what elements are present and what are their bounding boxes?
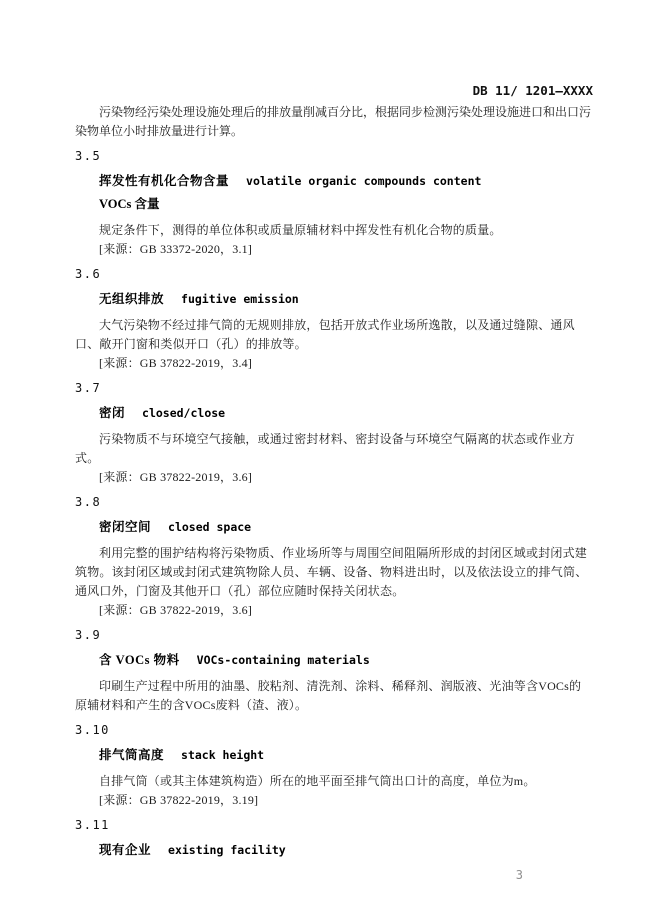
source-reference: [来源：GB 37822-2019，3.6] — [99, 603, 253, 617]
section-3-8 — [75, 493, 593, 620]
term-chinese: 挥发性有机化合物含量 — [99, 174, 230, 188]
term-english: closed space — [168, 520, 252, 534]
term-line — [75, 404, 593, 423]
term-english: VOCs-containing materials — [196, 653, 370, 667]
term-chinese: 密闭 — [99, 406, 126, 420]
section-3-6 — [75, 265, 593, 373]
section-3-9 — [75, 626, 593, 715]
source-reference: [来源：GB 33372-2020，3.1] — [99, 242, 253, 256]
section-3-5 — [75, 147, 593, 259]
section-3-11 — [75, 816, 593, 860]
definition-text: 污染物质不与环境空气接触，或通过密封材料、密封设备与环境空气隔离的状态或作业方式。 — [75, 432, 575, 465]
definition-text: 大气污染物不经过排气筒的无规则排放，包括开放式作业场所逸散，以及通过缝隙、通风口、敞开门窗和类似开口（孔）的排放等。 — [75, 318, 575, 351]
term-english: existing facility — [168, 843, 286, 857]
definition-text: 自排气筒（或其主体建筑构造）所在的地平面至排气筒出口计的高度，单位为m。 — [99, 774, 536, 788]
source-reference: [来源：GB 37822-2019，3.4] — [99, 356, 253, 370]
term-chinese: 无组织排放 — [99, 292, 165, 306]
section-number: 3.11 — [75, 818, 110, 832]
section-number: 3.9 — [75, 628, 102, 642]
section-number: 3.8 — [75, 495, 102, 509]
term-line — [75, 172, 593, 191]
section-number: 3.6 — [75, 267, 102, 281]
standard-number-header: DB 11/ 1201—XXXX — [472, 83, 593, 98]
source-reference: [来源：GB 37822-2019，3.19] — [99, 793, 259, 807]
definition-text: 印刷生产过程中所用的油墨、胶粘剂、清洗剂、涂料、稀释剂、润版液、光油等含VOCs的原辅材料和产生的含VOCs废料（渣、液）。 — [75, 679, 582, 712]
term-chinese: 现有企业 — [99, 843, 152, 857]
term-english: volatile organic compounds content — [246, 174, 482, 188]
term-line — [75, 651, 593, 670]
definition-text: 利用完整的围护结构将污染物质、作业场所等与周围空间阻隔所形成的封闭区域或封闭式建筑物。该封闭区域或封闭式建筑物除人员、车辆、设备、物料进出时，以及依法设立的排气筒、通风口外，门窗及其他开口（孔）部位应随时保持关闭状态。 — [75, 546, 588, 598]
definition-text: 规定条件下，测得的单位体积或质量原辅材料中挥发性有机化合物的质量。 — [99, 223, 502, 237]
term-line — [75, 841, 593, 860]
section-number: 3.7 — [75, 381, 102, 395]
section-number: 3.10 — [75, 723, 110, 737]
term-line — [75, 290, 593, 309]
intro-paragraph: 污染物经污染处理设施处理后的排放量削减百分比，根据同步检测污染处理设施进口和出口污染物单位小时排放量进行计算。 — [75, 105, 592, 138]
term-chinese: 含 VOCs 物料 — [99, 653, 180, 667]
term-line — [75, 746, 593, 765]
term-chinese: 排气筒高度 — [99, 748, 165, 762]
section-3-10 — [75, 721, 593, 810]
term-english: stack height — [181, 748, 265, 762]
page-number: 3 — [515, 868, 523, 882]
source-reference: [来源：GB 37822-2019，3.6] — [99, 470, 253, 484]
section-number: 3.5 — [75, 149, 102, 163]
term-english: closed/close — [142, 406, 226, 420]
term-alternate: VOCs 含量 — [99, 197, 160, 211]
term-chinese: 密闭空间 — [99, 520, 152, 534]
section-3-7 — [75, 379, 593, 487]
term-line — [75, 518, 593, 537]
term-english: fugitive emission — [181, 292, 299, 306]
